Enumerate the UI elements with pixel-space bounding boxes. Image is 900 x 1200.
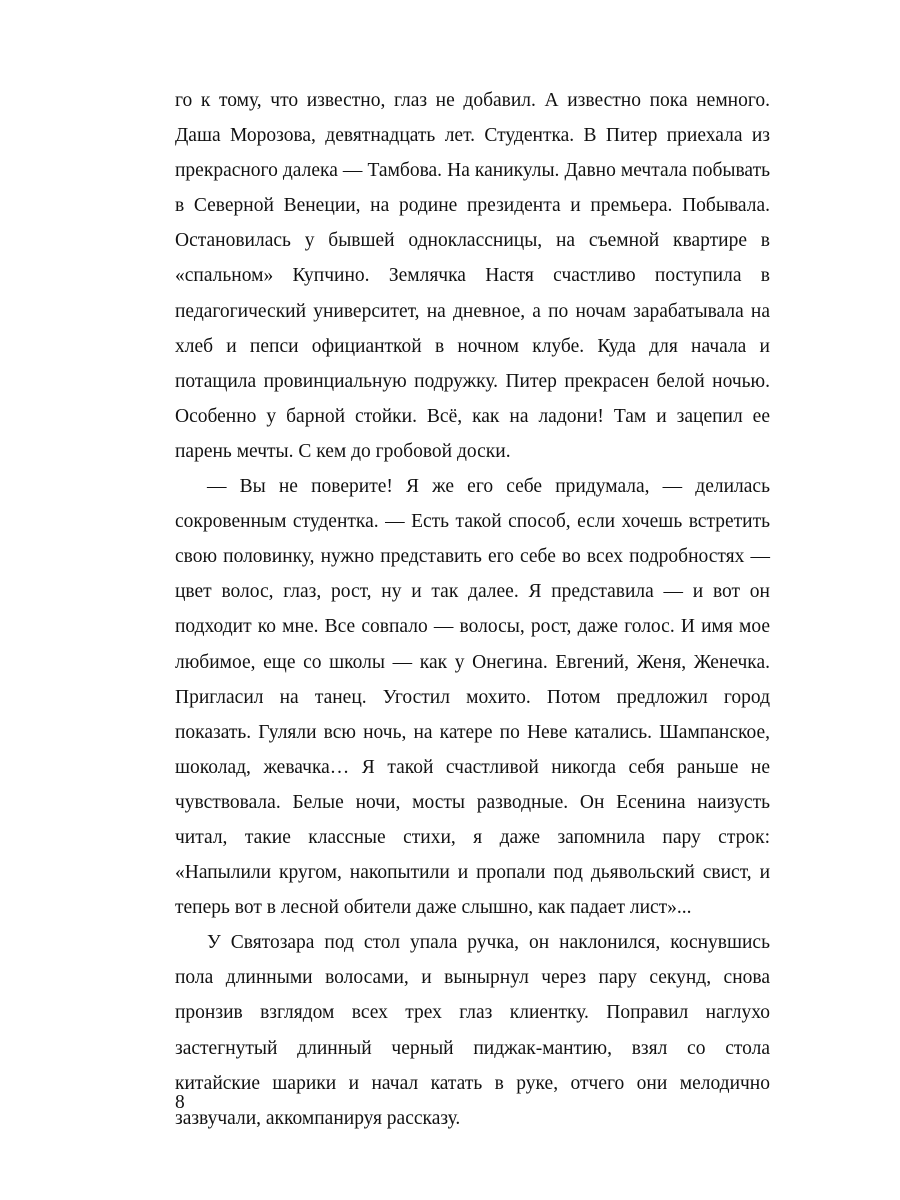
- paragraph-1: го к тому, что известно, глаз не добавил. А известно пока немного. Даша Морозова, девятнадцать лет. Студентка. В Питер приехала из прекрасного далека — Тамбова. На каникулы. Давно мечтала побывать в Северной Венеции, на родине президента и премьера. Побывала. Остановилась у бывшей одноклассницы, на съемной квартире в «спальном» Купчино. Землячка Настя счастливо поступила в педагогический университет, на дневное, а по ночам зарабатывала на хлеб и пепси официанткой в ночном клубе. Куда для начала и потащила провинциальную подружку. Питер прекрасен белой ночью. Особенно у барной стойки. Всё, как на ладони! Там и зацепил ее парень мечты. С кем до гробовой доски.: [175, 90, 770, 462]
- paragraph-2: — Вы не поверите! Я же его себе придумала, — делилась сокровенным студентка. — Есть такой способ, если хочешь встретить свою половинку, нужно представить его себе во всех подробностях — цвет волос, глаз, рост, ну и так далее. Я представила — и вот он подходит ко мне. Все совпало — волосы, рост, даже голос. И имя мое любимое, еще со школы — как у Онегина. Евгений, Женя, Женечка. Пригласил на танец. Угостил мохито. Потом предложил город показать. Гуляли всю ночь, на катере по Неве катались. Шампанское, шоколад, жевачка… Я такой счастливой никогда себя раньше не чувствовала. Белые ночи, мосты разводные. Он Есенина наизусть читал, такие классные стихи, я даже запомнила пару строк: «Напылили кругом, накопытили и пропали под дьявольский свист, и теперь вот в лесной обители даже слышно, как падает лист»...: [175, 476, 770, 919]
- body-text: [175, 83, 770, 1136]
- paragraph-3: У Святозара под стол упала ручка, он наклонился, коснувшись пола длинными волосами, и вынырнул через пару секунд, снова пронзив взглядом всех трех глаз клиентку. Поправил наглухо застегнутый длинный черный пиджак-мантию, взял со стола китайские шарики и начал катать в руке, отчего они мелодично зазвучали, аккомпанируя рассказу.: [175, 932, 770, 1129]
- page-number: 8: [175, 1092, 185, 1113]
